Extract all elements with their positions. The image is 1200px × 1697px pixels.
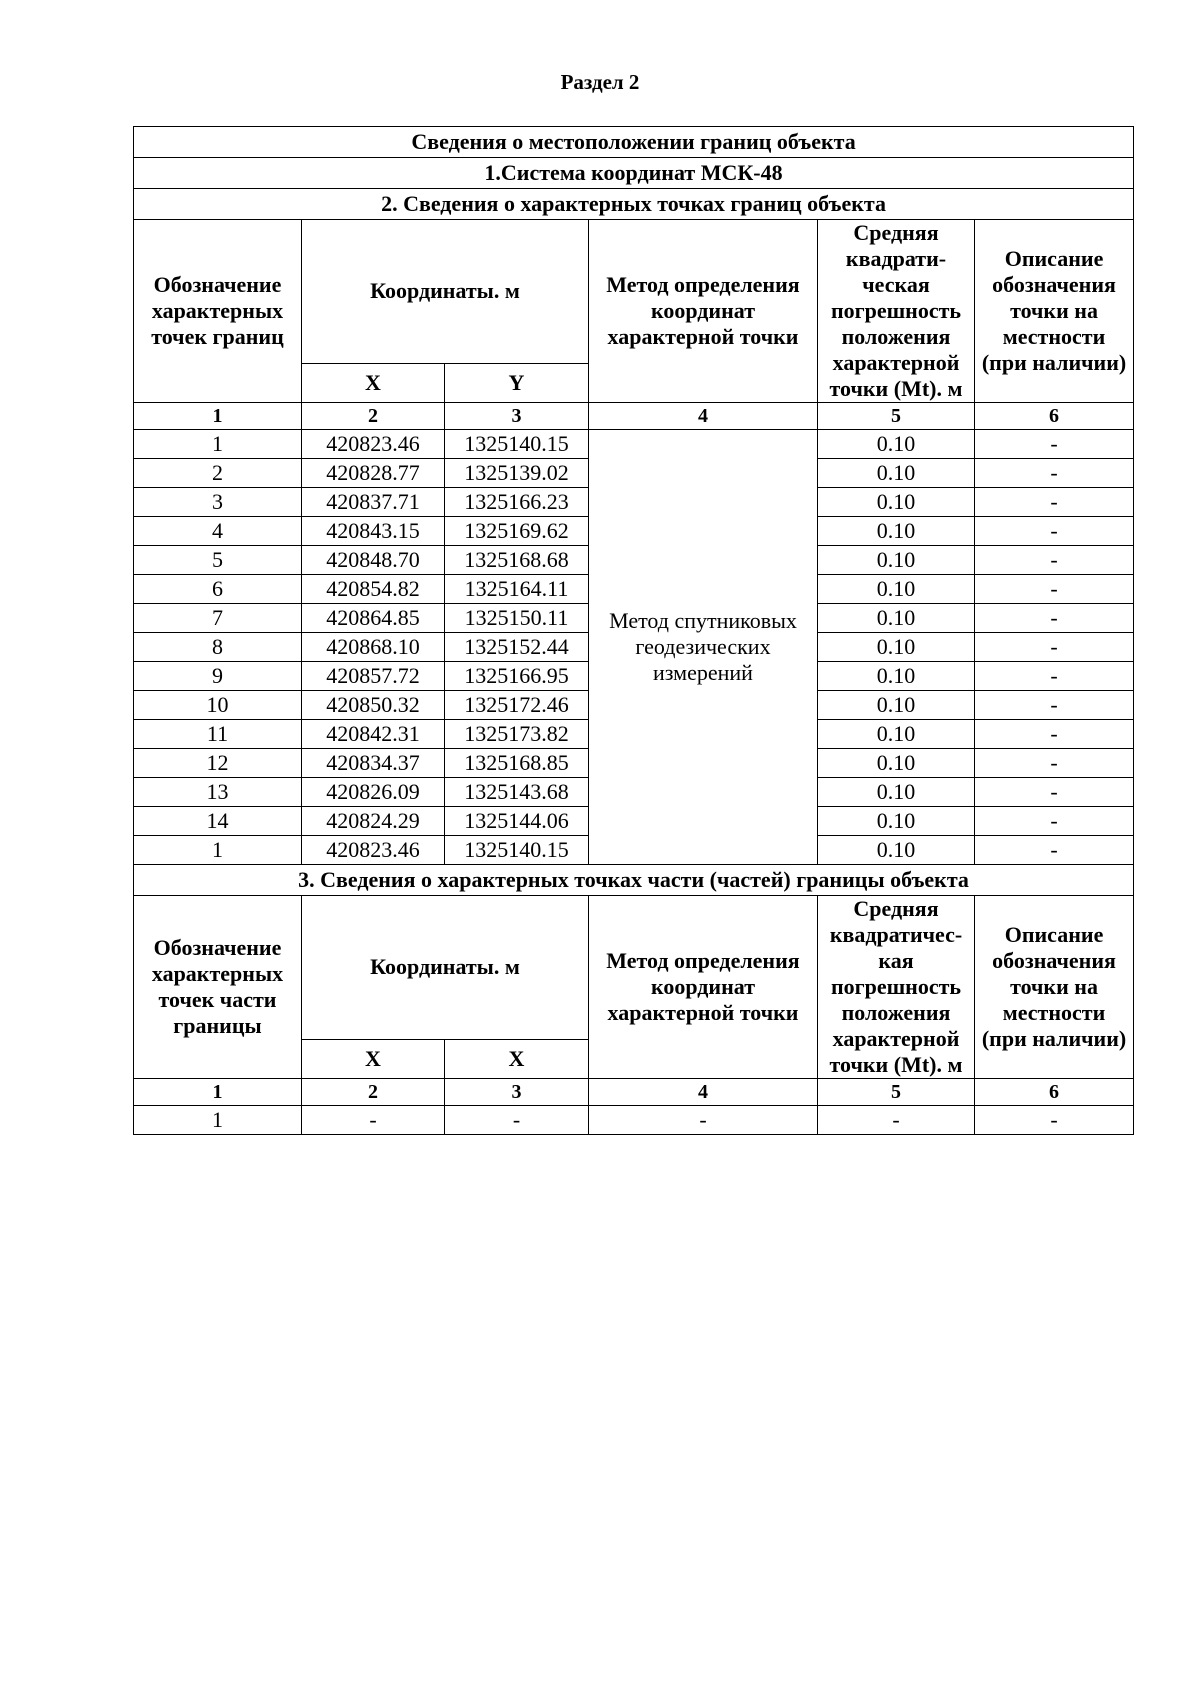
- point-description: -: [975, 575, 1134, 604]
- point-description: -: [975, 778, 1134, 807]
- coord-x: 420843.15: [302, 517, 445, 546]
- s3-header-desc: Описание обозначения точки на местности (при наличии): [975, 896, 1134, 1079]
- coord-y: 1325164.11: [445, 575, 589, 604]
- coord-x: 420823.46: [302, 836, 445, 865]
- mt-value: 0.10: [818, 691, 975, 720]
- mt-value: 0.10: [818, 604, 975, 633]
- s2-colnum: 2: [302, 403, 445, 430]
- point-id: 11: [134, 720, 302, 749]
- coord-x: 420848.70: [302, 546, 445, 575]
- coord-x: 420842.31: [302, 720, 445, 749]
- s2-header-x: X: [302, 363, 445, 402]
- point-id: 2: [134, 459, 302, 488]
- mt-value: 0.10: [818, 488, 975, 517]
- s3-colnum: 6: [975, 1079, 1134, 1106]
- mt-value: 0.10: [818, 517, 975, 546]
- coord-x: 420868.10: [302, 633, 445, 662]
- coord-y: 1325140.15: [445, 430, 589, 459]
- coord-y: 1325166.95: [445, 662, 589, 691]
- coord-x: 420828.77: [302, 459, 445, 488]
- point-id: 6: [134, 575, 302, 604]
- mt-value: 0.10: [818, 662, 975, 691]
- section3-title: 3. Сведения о характерных точках части (частей) границы объекта: [134, 865, 1134, 896]
- s2-colnum: 6: [975, 403, 1134, 430]
- s3-header-x: X: [302, 1039, 445, 1078]
- point-id: 5: [134, 546, 302, 575]
- s2-header-point: Обозначение характерных точек границ: [134, 220, 302, 403]
- point-id: 1: [134, 1106, 302, 1135]
- point-description: -: [975, 459, 1134, 488]
- mt-value: 0.10: [818, 807, 975, 836]
- point-description: -: [975, 633, 1134, 662]
- mt-value: 0.10: [818, 749, 975, 778]
- s3-header-coords: Координаты. м: [302, 896, 589, 1040]
- point-description: -: [975, 430, 1134, 459]
- mt-value: -: [818, 1106, 975, 1135]
- mt-value: 0.10: [818, 836, 975, 865]
- table-title: Сведения о местоположении границ объекта: [134, 127, 1134, 158]
- coord-y: 1325168.68: [445, 546, 589, 575]
- point-id: 1: [134, 430, 302, 459]
- s2-header-coords: Координаты. м: [302, 220, 589, 364]
- coord-x: 420826.09: [302, 778, 445, 807]
- point-description: -: [975, 517, 1134, 546]
- s3-colnum: 1: [134, 1079, 302, 1106]
- page-heading: Раздел 2: [560, 70, 640, 94]
- s3-header-method: Метод определения координат характерной точки: [589, 896, 818, 1079]
- coord-y: 1325143.68: [445, 778, 589, 807]
- point-description: -: [975, 662, 1134, 691]
- s2-colnum: 4: [589, 403, 818, 430]
- mt-value: 0.10: [818, 430, 975, 459]
- point-id: 13: [134, 778, 302, 807]
- coord-x: 420823.46: [302, 430, 445, 459]
- coord-y: 1325173.82: [445, 720, 589, 749]
- mt-value: 0.10: [818, 633, 975, 662]
- coord-y: 1325166.23: [445, 488, 589, 517]
- s2-header-method: Метод определения координат характерной точки: [589, 220, 818, 403]
- point-description: -: [975, 720, 1134, 749]
- point-description: -: [975, 488, 1134, 517]
- s3-header-point: Обозначение характерных точек части границы: [134, 896, 302, 1079]
- point-description: -: [975, 836, 1134, 865]
- point-description: -: [975, 749, 1134, 778]
- s2-header-desc: Описание обозначения точки на местности (при наличии): [975, 220, 1134, 403]
- table-row: [134, 430, 1134, 459]
- coord-x: 420834.37: [302, 749, 445, 778]
- boundary-table-body: [134, 127, 1134, 1135]
- point-id: 12: [134, 749, 302, 778]
- s3-colnum: 4: [589, 1079, 818, 1106]
- mt-value: 0.10: [818, 546, 975, 575]
- coord-x: 420864.85: [302, 604, 445, 633]
- point-id: 8: [134, 633, 302, 662]
- s3-colnum: 5: [818, 1079, 975, 1106]
- s2-header-mt: Средняя квадрати-ческая погрешность положения характерной точки (Mt). м: [818, 220, 975, 403]
- point-description: -: [975, 691, 1134, 720]
- coord-x: 420857.72: [302, 662, 445, 691]
- mt-value: 0.10: [818, 575, 975, 604]
- s2-colnum: 1: [134, 403, 302, 430]
- point-id: 10: [134, 691, 302, 720]
- coord-x: 420824.29: [302, 807, 445, 836]
- coord-y: -: [445, 1106, 589, 1135]
- s3-colnum: 3: [445, 1079, 589, 1106]
- point-id: 9: [134, 662, 302, 691]
- s3-colnum: 2: [302, 1079, 445, 1106]
- coord-y: 1325144.06: [445, 807, 589, 836]
- point-description: -: [975, 1106, 1134, 1135]
- section2-title: 2. Сведения о характерных точках границ объекта: [134, 189, 1134, 220]
- coord-x: 420837.71: [302, 488, 445, 517]
- point-id: 1: [134, 836, 302, 865]
- coord-y: 1325172.46: [445, 691, 589, 720]
- s3-header-y: X: [445, 1039, 589, 1078]
- mt-value: 0.10: [818, 720, 975, 749]
- s2-colnum: 5: [818, 403, 975, 430]
- s2-colnum: 3: [445, 403, 589, 430]
- point-id: 4: [134, 517, 302, 546]
- method-cell: Метод спутниковых геодезических измерений: [589, 430, 818, 865]
- coord-y: 1325168.85: [445, 749, 589, 778]
- coord-x: 420850.32: [302, 691, 445, 720]
- coord-y: 1325169.62: [445, 517, 589, 546]
- coord-x: 420854.82: [302, 575, 445, 604]
- table-row: [134, 1106, 1134, 1135]
- mt-value: 0.10: [818, 778, 975, 807]
- coord-y: 1325150.11: [445, 604, 589, 633]
- coord-y: 1325152.44: [445, 633, 589, 662]
- coord-x: -: [302, 1106, 445, 1135]
- s2-header-y: Y: [445, 363, 589, 402]
- mt-value: 0.10: [818, 459, 975, 488]
- point-description: -: [975, 604, 1134, 633]
- method-value: -: [589, 1106, 818, 1135]
- point-description: -: [975, 807, 1134, 836]
- coord-y: 1325139.02: [445, 459, 589, 488]
- point-id: 7: [134, 604, 302, 633]
- s3-header-mt: Средняя квадратичес-кая погрешность положения характерной точки (Mt). м: [818, 896, 975, 1079]
- point-description: -: [975, 546, 1134, 575]
- coord-y: 1325140.15: [445, 836, 589, 865]
- boundary-table: [133, 126, 1134, 1135]
- coordinate-system: 1.Система координат МСК-48: [134, 158, 1134, 189]
- point-id: 14: [134, 807, 302, 836]
- point-id: 3: [134, 488, 302, 517]
